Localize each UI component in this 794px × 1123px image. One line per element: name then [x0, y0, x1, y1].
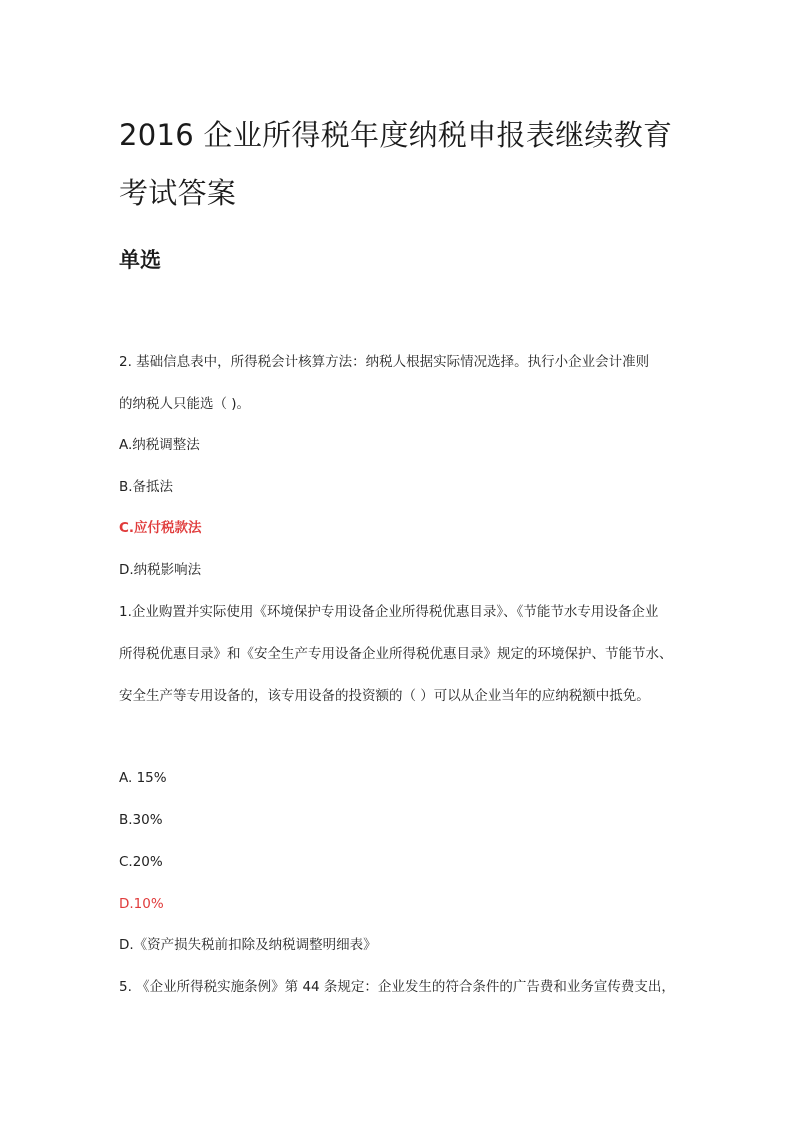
question-2-stem-line-2: 的纳税人只能选（ )。	[119, 396, 251, 412]
question-1-stem-line-2: 所得税优惠目录》和《安全生产专用设备企业所得税优惠目录》规定的环境保护、节能节水、	[119, 646, 673, 662]
question-1-option-d-extra: D.《资产损失税前扣除及纳税调整明细表》	[119, 937, 377, 953]
question-2-option-c-answer: C.应付税款法	[119, 520, 202, 536]
title-line-1: 2016 企业所得税年度纳税申报表继续教育	[119, 118, 673, 152]
question-5-stem-line-1: 5. 《企业所得税实施条例》第 44 条规定：企业发生的符合条件的广告费和业务宣传费支出，	[119, 979, 675, 995]
question-2-option-b: B.备抵法	[119, 479, 174, 495]
question-1-option-b: B.30%	[119, 812, 163, 828]
question-2-option-a: A.纳税调整法	[119, 437, 200, 453]
question-1-option-a: A. 15%	[119, 770, 167, 786]
question-2-option-d: D.纳税影响法	[119, 562, 202, 578]
title-line-2: 考试答案	[119, 176, 237, 210]
question-1-stem-line-3: 安全生产等专用设备的，该专用设备的投资额的（ ）可以从企业当年的应纳税额中抵免。	[119, 688, 650, 704]
document-title	[119, 106, 699, 222]
question-1-option-d-answer: D.10%	[119, 896, 164, 912]
question-1-stem-line-1: 1.企业购置并实际使用《环境保护专用设备企业所得税优惠目录》、《节能节水专用设备企业	[119, 604, 659, 620]
question-1-option-c: C.20%	[119, 854, 163, 870]
section-heading: 单选	[119, 248, 161, 272]
question-2-stem-line-1: 2. 基础信息表中，所得税会计核算方法：纳税人根据实际情况选择。执行小企业会计准则	[119, 354, 650, 370]
